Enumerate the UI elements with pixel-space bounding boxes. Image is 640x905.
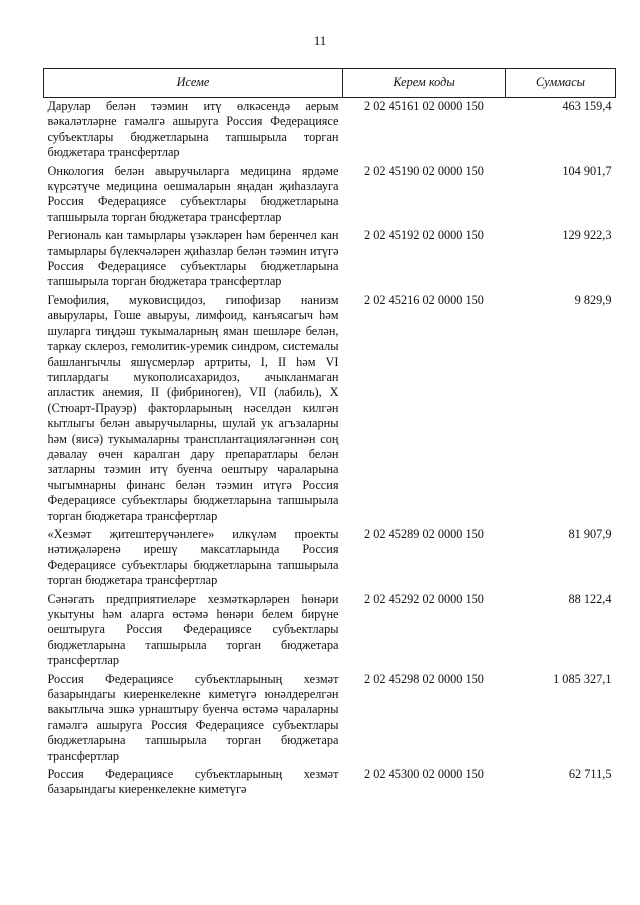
budget-transfers-table: [43, 68, 616, 801]
row-name: «Хезмәт җитештерүчәнлеге» илкүләм проекты нәтиҗәләренә ирешү максатларында Россия Федерациясе субъектлары бюджетларына тапшырыла торган бюджетара трансфертлар: [47, 526, 339, 588]
row-code: 2 02 45190 02 0000 150: [364, 163, 484, 178]
row-name: Гемофилия, муковисцидоз, гипофизар нанизм авырулары, Гоше авыруы, лимфоид, канъясагыч һәм шуларга тиңдәш тукымаларның яман шешләре белән, таркау склероз, гемолитик-уремик синдром, системалы башлангычлы яшүсмерләр артриты, I, II һәм VI типлардагы мукополисахаридоз, ачыкланмаган апластик анемия, II (фибриноген), VII (лабиль), X (Стюарт-Прауэр) факторларының нәселдән килгән кытлыгы белән авыручыларны, шулай ук агъзаларны һәм (яисә) тукымаларны трансплантацияләгәннән соң дәвалау өчен каралган дару препаратлары белән затларны тәэмин итү буенча оештыру чараларына чыгымнарны финанс белән тәэмин итүгә Россия Федерациясе субъектлары бюджетларына тапшырыла торган бюджетара трансфертлар: [47, 292, 339, 523]
row-sum: 129 922,3: [562, 228, 612, 243]
row-name: Онкология белән авыручыларга медицина ярдәме күрсәтүче медицина оешмаларын яңадан җиһазлауга Россия Федерациясе субъектлары бюджетларына тапшырыла торган бюджетара трансфертлар: [47, 163, 339, 224]
row-name: Россия Федерациясе субъектларының хезмәт базарындагы киеренкелекне киметүгә: [47, 767, 339, 797]
row-code: 2 02 45216 02 0000 150: [364, 292, 484, 307]
row-sum: 81 907,9: [568, 526, 612, 541]
row-sum: 104 901,7: [562, 163, 612, 178]
row-sum: 88 122,4: [568, 591, 612, 606]
row-sum: 1 085 327,1: [553, 671, 612, 686]
table-row: [44, 672, 616, 767]
table-row: [44, 164, 616, 229]
column-header-code: Керем коды: [343, 69, 506, 98]
page-number: 11: [313, 33, 327, 48]
row-name: Сәнәгать предприятиеләре хезмәткәрләрен һөнәри укытуны һәм аларга өстәмә һөнәри белем бирүне оештыруга Россия Федерациясе субъектлары бюджетларына тапшырыла торган бюджетара трансфертлар: [47, 591, 339, 668]
row-code: 2 02 45300 02 0000 150: [364, 767, 484, 782]
row-code: 2 02 45289 02 0000 150: [364, 526, 484, 541]
row-code: 2 02 45192 02 0000 150: [364, 228, 484, 243]
row-name: Дарулар белән тәэмин итү өлкәсендә аерым вәкаләтләрне гамәлгә ашыруга Россия Федерациясе субъектлары бюджетларына тапшырыла торган бюджетара трансфертлар: [47, 99, 339, 160]
column-header-name: Исеме: [44, 69, 343, 98]
row-name: Региональ кан тамырлары үзәкләрен һәм беренчел кан тамырлары бүлекчәләрен җиһазлар белән тәэмин итүгә Россия Федерациясе субъектлары бюджетларына тапшырыла торган бюджетара трансфертлар: [47, 228, 339, 289]
row-code: 2 02 45161 02 0000 150: [364, 99, 484, 113]
row-sum: 463 159,4: [562, 99, 612, 113]
row-code: 2 02 45298 02 0000 150: [364, 671, 484, 686]
table-row: [44, 592, 616, 672]
table-header-row: [44, 69, 616, 98]
table-row: [44, 527, 616, 592]
table-row: [44, 767, 616, 801]
row-name: Россия Федерациясе субъектларының хезмәт базарындагы киеренкелекне киметүгә юнәлдерелгән вакытлыча эшкә урнаштыру буенча өстәмә чараларны гамәлгә ашыруга Россия Федерациясе субъектлары бюджетларына тапшырыла торган бюджетара трансфертлар: [47, 671, 339, 763]
row-code: 2 02 45292 02 0000 150: [364, 591, 484, 606]
column-header-sum: Суммасы: [506, 69, 616, 98]
row-sum: 62 711,5: [568, 767, 612, 782]
row-sum: 9 829,9: [574, 292, 612, 307]
table-row: [44, 98, 616, 164]
table-row: [44, 228, 616, 293]
table-row: [44, 293, 616, 527]
